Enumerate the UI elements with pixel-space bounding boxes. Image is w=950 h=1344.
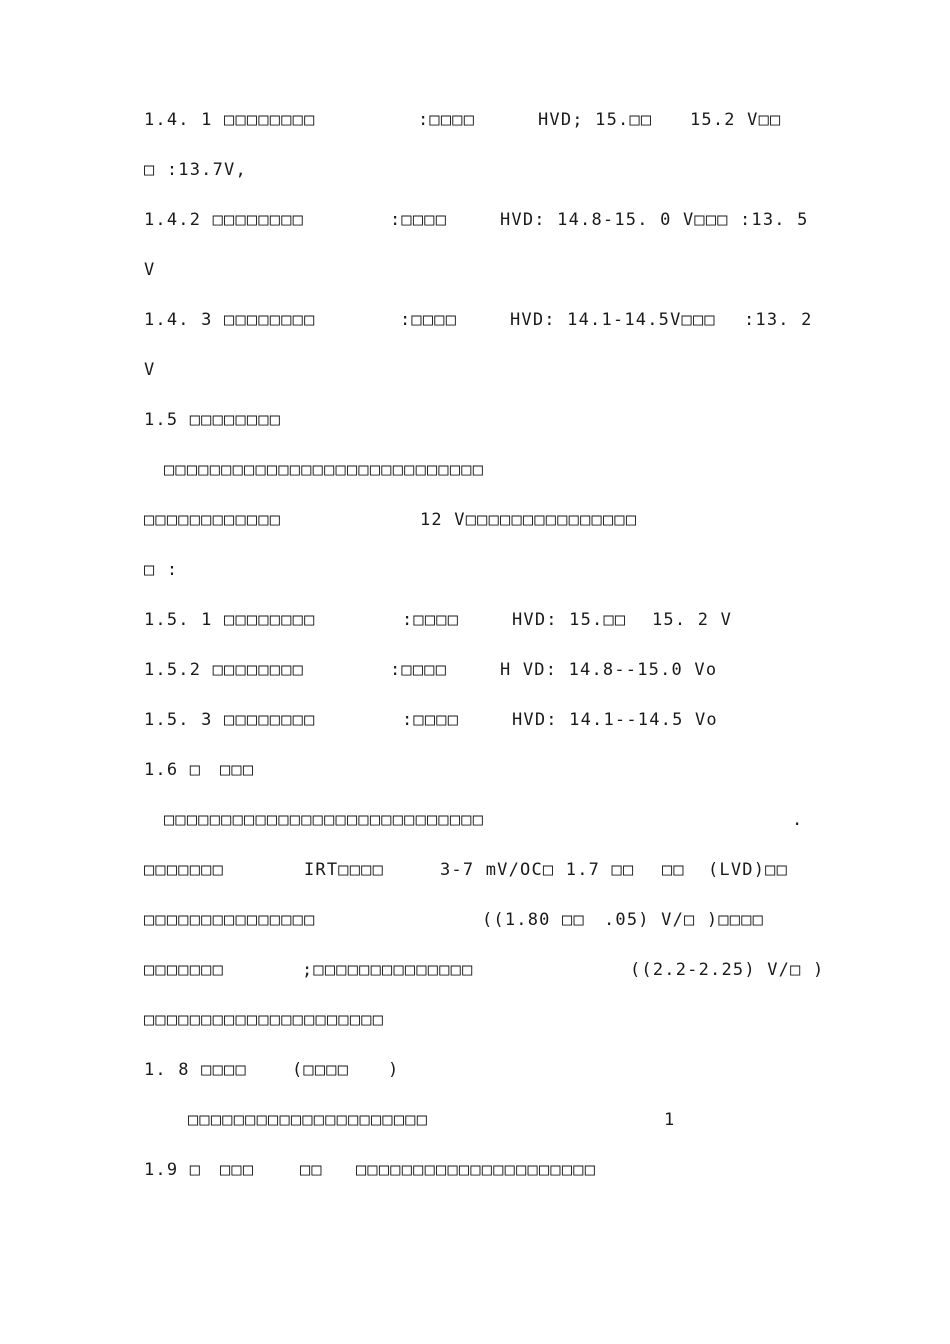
text-line [0, 455, 950, 485]
text-line [0, 1005, 950, 1035]
text-line [0, 1155, 950, 1185]
text-line [0, 905, 950, 935]
text-line [0, 855, 950, 885]
text-segment: □□□□□□□□□□□□□□□□□□□□□ [356, 1160, 597, 1180]
text-segment: 1.5.2 □□□□□□□□ [144, 660, 305, 680]
text-segment: :13. 5 [740, 210, 809, 230]
text-segment: □□□□□□□□□□□□□□□□□□□□□ [144, 1010, 385, 1030]
text-line [0, 605, 950, 635]
text-segment: :□□□□ [402, 610, 460, 630]
text-segment: :□□□□ [400, 310, 458, 330]
text-line [0, 305, 950, 335]
text-line [0, 655, 950, 685]
text-line [0, 405, 950, 435]
text-segment: □ : [144, 560, 179, 580]
text-segment: ;□□□□□□□□□□□□□□ [302, 960, 474, 980]
text-segment: :□□□□ [390, 210, 448, 230]
text-segment: . [792, 810, 804, 830]
text-segment: 1.6 □ [144, 760, 202, 780]
text-segment: 1 [664, 1110, 676, 1130]
text-line [0, 955, 950, 985]
text-segment: 1. 8 □□□□ [144, 1060, 247, 1080]
text-line [0, 255, 950, 285]
text-line [0, 155, 950, 185]
text-segment: □□□□□□□□□□□□□□□□□□□□□ [188, 1110, 429, 1130]
text-segment: ) [388, 1060, 400, 1080]
text-segment: :□□□□ [418, 110, 476, 130]
text-segment: (LVD)□□ [708, 860, 789, 880]
text-line [0, 1055, 950, 1085]
text-segment: H VD: 14.8--15.0 Vo [500, 660, 718, 680]
text-segment: □ :13.7V, [144, 160, 247, 180]
text-segment: HVD: 14.8-15. 0 V□□□ [500, 210, 729, 230]
text-line [0, 1105, 950, 1135]
text-segment: ((1.80 □□ [482, 910, 585, 930]
text-segment: :□□□□ [390, 660, 448, 680]
text-segment: □□□□□□□□□□□□ [144, 510, 282, 530]
text-segment: □□□ [220, 760, 255, 780]
text-segment: □□□□□□□ [144, 860, 225, 880]
text-segment: :13. 2 [744, 310, 813, 330]
text-line [0, 505, 950, 535]
text-segment: HVD: 15.□□ [512, 610, 627, 630]
text-segment: 1.5. 3 □□□□□□□□ [144, 710, 316, 730]
text-line [0, 705, 950, 735]
text-line [0, 105, 950, 135]
text-line [0, 555, 950, 585]
text-segment: □□ [300, 1160, 323, 1180]
text-line [0, 805, 950, 835]
text-segment: 1.4. 3 □□□□□□□□ [144, 310, 316, 330]
text-segment: HVD: 14.1-14.5V□□□ [510, 310, 716, 330]
text-segment: ((2.2-2.25) V/□ ) [630, 960, 825, 980]
text-segment: V [144, 260, 156, 280]
text-line [0, 205, 950, 235]
text-line [0, 355, 950, 385]
text-line [0, 755, 950, 785]
text-segment: 15. 2 V [652, 610, 733, 630]
text-segment: :□□□□ [402, 710, 460, 730]
text-segment: HVD; 15.□□ [538, 110, 653, 130]
text-segment: □□□ [220, 1160, 255, 1180]
text-segment: □□□□□□□□□□□□□□□□□□□□□□□□□□□□ [164, 810, 485, 830]
text-segment: 1.5 □□□□□□□□ [144, 410, 282, 430]
text-segment: □□□□□□□□□□□□□□□ [144, 910, 316, 930]
text-segment: □□□□□□□ [144, 960, 225, 980]
text-segment: 1.9 □ [144, 1160, 202, 1180]
text-segment: 12 V□□□□□□□□□□□□□□□ [420, 510, 638, 530]
text-segment: 15.2 V□□ [690, 110, 782, 130]
text-segment: 1.4. 1 □□□□□□□□ [144, 110, 316, 130]
text-segment: HVD: 14.1--14.5 Vo [512, 710, 718, 730]
text-segment: .05) V/□ )□□□□ [604, 910, 765, 930]
text-segment: V [144, 360, 156, 380]
text-segment: □□ [662, 860, 685, 880]
text-segment: □□□□□□□□□□□□□□□□□□□□□□□□□□□□ [164, 460, 485, 480]
text-segment: 3-7 mV/OC□ 1.7 □□ [440, 860, 635, 880]
text-segment: 1.4.2 □□□□□□□□ [144, 210, 305, 230]
text-segment: (□□□□ [292, 1060, 350, 1080]
text-segment: 1.5. 1 □□□□□□□□ [144, 610, 316, 630]
text-segment: IRT□□□□ [304, 860, 385, 880]
